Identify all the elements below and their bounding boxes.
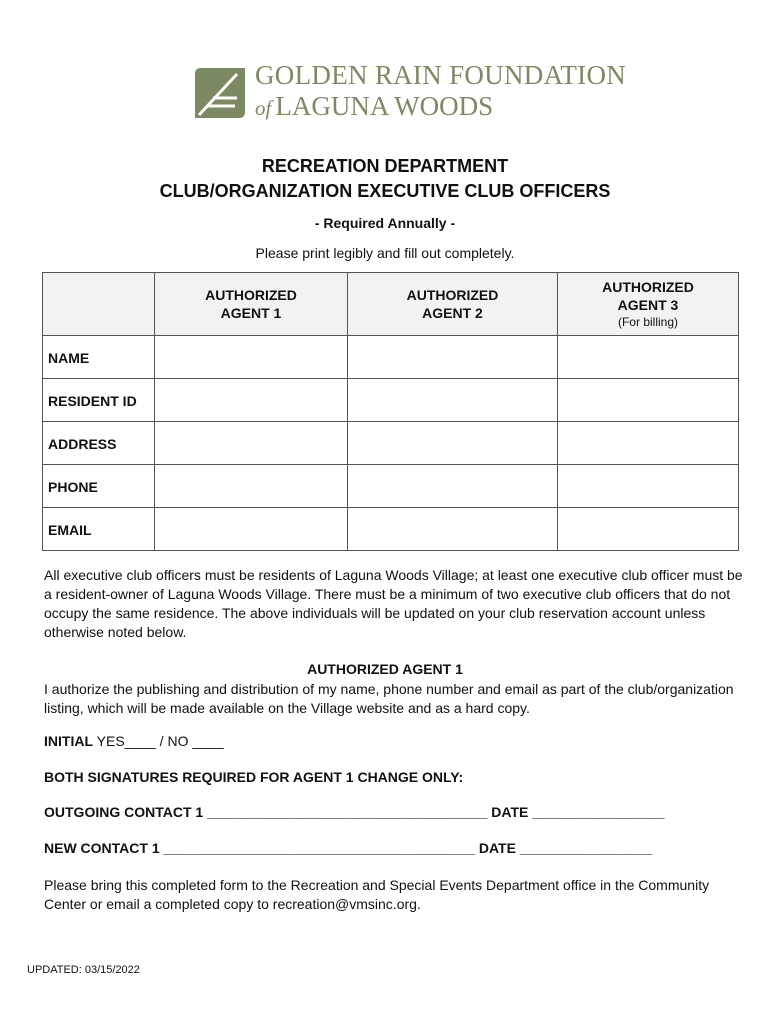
phone-agent-2-field[interactable]	[348, 465, 558, 508]
row-label-address: ADDRESS	[43, 422, 155, 465]
email-agent-1-field[interactable]	[155, 508, 348, 551]
resident-id-agent-3-field[interactable]	[558, 379, 739, 422]
logo-wordmark	[255, 62, 626, 120]
email-agent-2-field[interactable]	[348, 508, 558, 551]
signatures-heading: BOTH SIGNATURES REQUIRED FOR AGENT 1 CHANGE ONLY:	[44, 769, 464, 785]
column-header-line: AUTHORIZED	[602, 279, 694, 295]
instructions: Please print legibly and fill out completely.	[255, 245, 515, 261]
address-agent-2-field[interactable]	[348, 422, 558, 465]
email-agent-3-field[interactable]	[558, 508, 739, 551]
form-title: CLUB/ORGANIZATION EXECUTIVE CLUB OFFICERS	[159, 181, 611, 201]
column-header-line: AUTHORIZED	[406, 287, 499, 303]
resident-id-agent-1-field[interactable]	[155, 379, 348, 422]
frequency-note: - Required Annually -	[314, 215, 456, 231]
name-agent-3-field[interactable]	[558, 336, 739, 379]
foundation-logo	[193, 60, 627, 126]
row-label-phone: PHONE	[43, 465, 155, 508]
table-header-row	[43, 273, 739, 336]
table-row	[43, 422, 739, 465]
row-label-resident-id: RESIDENT ID	[43, 379, 155, 422]
column-header-line: AGENT 2	[422, 305, 483, 321]
department-title: RECREATION DEPARTMENT	[261, 156, 509, 176]
column-header-agent-2	[348, 273, 558, 336]
table-row	[43, 379, 739, 422]
column-header-line: AUTHORIZED	[205, 287, 297, 303]
table-row	[43, 508, 739, 551]
residency-note: All executive club officers must be residents of Laguna Woods Village; at least one executive club officer must be a resident-owner of Laguna Woods Village. There must be a minimum of two executive club officers that do not occupy the same residence. The above individuals will be updated on your club reservation account unless otherwise noted below.	[44, 567, 743, 640]
name-agent-2-field[interactable]	[348, 336, 558, 379]
initial-label: INITIAL	[44, 733, 93, 749]
row-label-email: EMAIL	[43, 508, 155, 551]
column-header-line: AGENT 1	[220, 305, 282, 321]
agent-1-heading: AUTHORIZED AGENT 1	[307, 661, 463, 677]
column-header-agent-3	[558, 273, 739, 336]
resident-id-agent-2-field[interactable]	[348, 379, 558, 422]
logo-line-2-text: LAGUNA WOODS	[275, 91, 494, 121]
phone-agent-1-field[interactable]	[155, 465, 348, 508]
table-corner-cell	[43, 273, 155, 336]
logo-line-1: GOLDEN RAIN FOUNDATION	[255, 60, 627, 90]
outgoing-contact-line[interactable]: OUTGOING CONTACT 1 ____________________________________ DATE _________________	[44, 804, 665, 820]
initial-options: YES____ / NO ____	[93, 733, 224, 749]
logo-of: of	[255, 96, 272, 120]
authorization-text: I authorize the publishing and distribution of my name, phone number and email as part of the club/organization listing, which will be made available on the Village website and as a hard copy.	[44, 681, 734, 716]
closing-instructions: Please bring this completed form to the Recreation and Special Events Department office in the Community Center or email a completed copy to recreation@vmsinc.org.	[44, 877, 710, 912]
table-row	[43, 465, 739, 508]
leaf-logo-icon	[193, 66, 247, 120]
updated-date: UPDATED: 03/15/2022	[27, 964, 140, 976]
new-contact-line[interactable]: NEW CONTACT 1 ________________________________________ DATE _________________	[44, 840, 653, 856]
phone-agent-3-field[interactable]	[558, 465, 739, 508]
name-agent-1-field[interactable]	[155, 336, 348, 379]
table-row	[43, 336, 739, 379]
address-agent-1-field[interactable]	[155, 422, 348, 465]
billing-note: (For billing)	[617, 315, 678, 329]
initial-line[interactable]	[44, 733, 224, 749]
column-header-agent-1	[155, 273, 348, 336]
row-label-name: NAME	[43, 336, 155, 379]
logo-line-2	[255, 93, 626, 120]
column-header-line: AGENT 3	[617, 297, 679, 313]
address-agent-3-field[interactable]	[558, 422, 739, 465]
officers-table	[42, 272, 739, 551]
